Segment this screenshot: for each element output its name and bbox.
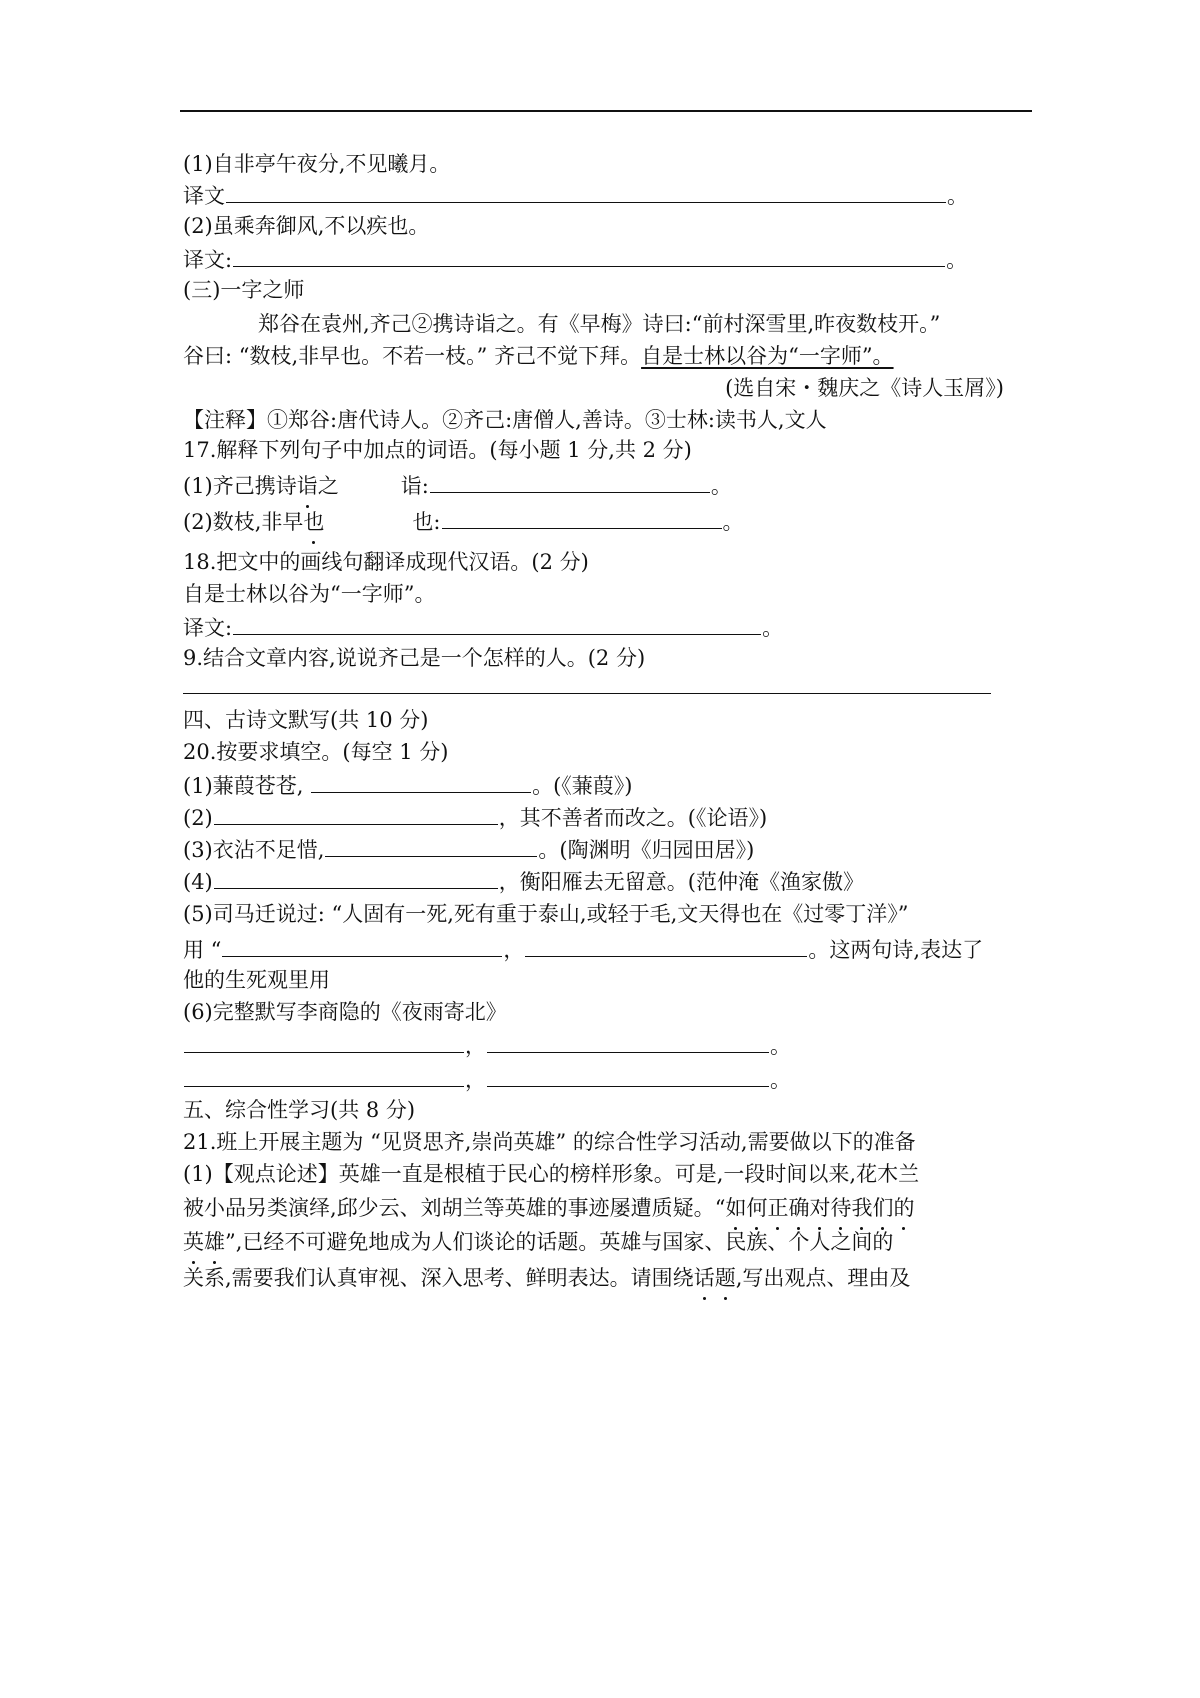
q21-para-line-4	[183, 1264, 910, 1292]
para-text: ,写出观点、理由及	[735, 1266, 911, 1290]
answer-blank[interactable]	[233, 612, 761, 635]
emphasis-char: 对	[809, 1196, 831, 1220]
poem-line-1	[183, 1030, 791, 1060]
q17-item-2	[183, 506, 744, 536]
item-text: ，其不善者而改之。(《论语》)	[498, 806, 768, 830]
annotation: 【注释】①郑谷:唐代诗人。②齐己:唐僧人,善诗。③士林:读书人,文人	[183, 408, 827, 432]
answer-line[interactable]	[183, 693, 991, 694]
answer-blank[interactable]	[214, 866, 498, 889]
section-five-title: 五、综合性学习(共 8 分)	[183, 1098, 416, 1122]
answer-blank[interactable]	[487, 1030, 769, 1053]
q20-item-1	[183, 770, 633, 800]
emphasis-char: “	[714, 1196, 726, 1220]
question-21: 21.班上开展主题为 “见贤思齐,崇尚英雄” 的综合性学习活动,需要做以下的准备	[183, 1130, 916, 1154]
dotted-word: 诣	[296, 474, 318, 498]
translation-label: 译文	[183, 184, 225, 208]
q2-translation-line	[183, 244, 967, 274]
translation-label: 译文:	[183, 248, 233, 272]
item-text: (2)数枝,非早	[183, 510, 304, 534]
q20-item-5-blanks	[183, 934, 983, 964]
passage-text: 谷曰: “数枝,非早也。不若一枝。” 齐己不觉下拜。	[183, 344, 642, 368]
end-mark: 。	[532, 774, 554, 798]
section-four-title: 四、古诗文默写(共 10 分)	[183, 708, 429, 732]
section-title-yizhizhishi: (三)一字之师	[183, 278, 305, 302]
answer-blank[interactable]	[233, 244, 945, 267]
q21-para-line-3	[183, 1228, 893, 1256]
poem-line-2	[183, 1064, 791, 1094]
dotted-word: 也	[303, 510, 325, 534]
item-text: 。这两句诗,表达了	[808, 938, 984, 962]
para-text: ”,已经不可避免地成为人们谈论的话题。英雄与国家、民族、个人之间的	[225, 1230, 894, 1254]
answer-blank[interactable]	[222, 934, 502, 957]
header-rule	[180, 110, 1032, 112]
q1-translation-line	[183, 180, 968, 210]
para-text: 被小品另类演绎,邱少云、刘胡兰等英雄的事迹屡遭质疑。	[183, 1196, 715, 1220]
answer-blank[interactable]	[214, 802, 498, 825]
item-text: ，衡阳雁去无留意。(范仲淹《渔家傲》	[498, 870, 864, 894]
emphasis-char: 题	[714, 1266, 736, 1290]
item-text: (1)齐己携诗	[183, 474, 297, 498]
item-text: (2)	[183, 806, 213, 830]
q20-item-2	[183, 802, 767, 832]
emphasis-char: 确	[788, 1196, 810, 1220]
q20-item-5: (5)司马迁说过: “人固有一死,死有重于泰山,或轻于毛,文天得也在《过零丁洋》”	[183, 902, 909, 926]
q20-item-5-cont: 他的生死观里用	[183, 968, 330, 992]
q18-sentence: 自是士林以谷为“一字师”。	[183, 582, 436, 606]
end-mark: 。	[947, 184, 968, 208]
q18-translation-line	[183, 612, 783, 642]
end-mark: 。	[946, 248, 968, 272]
question-20: 20.按要求填空。(每空 1 分)	[183, 740, 449, 764]
item-text: 之	[317, 474, 339, 498]
q20-item-4	[183, 866, 864, 896]
emphasis-char: 们	[872, 1196, 894, 1220]
answer-blank[interactable]	[487, 1064, 769, 1087]
word-label: 诣:	[400, 474, 429, 498]
item-text: 。	[770, 1034, 791, 1058]
answer-blank[interactable]	[442, 506, 722, 529]
item-text: 。(陶渊明《归园田居》)	[538, 838, 755, 862]
para-text: 关系,需要我们认真审视、深入思考、鲜明表达。请围绕	[183, 1266, 694, 1290]
answer-blank[interactable]	[430, 470, 710, 493]
dotted-phrase	[715, 1196, 915, 1220]
answer-blank[interactable]	[525, 934, 807, 957]
emphasis-char: 雄	[204, 1230, 225, 1254]
end-mark: 。	[710, 474, 732, 498]
passage-line-1: 郑谷在袁州,齐己②携诗诣之。有《早梅》诗曰:“前村深雪里,昨夜数枝开。”	[258, 312, 941, 336]
q1-sentence: (1)自非亭午夜分,不见曦月。	[183, 152, 451, 176]
emphasis-char: 何	[746, 1196, 768, 1220]
question-17: 17.解释下列句子中加点的词语。(每小题 1 分,共 2 分)	[183, 438, 692, 462]
item-text: 。	[770, 1068, 791, 1092]
q21-para-line-2	[183, 1194, 914, 1222]
item-text: (3)衣沾不足惜,	[183, 838, 325, 862]
end-mark: 。	[722, 510, 744, 534]
dotted-phrase	[183, 1230, 225, 1254]
item-text: (4)	[183, 870, 213, 894]
dotted-phrase	[694, 1266, 736, 1290]
q2-sentence: (2)虽乘奔御风,不以疾也。	[183, 214, 430, 238]
item-text: ，	[503, 938, 525, 962]
q17-item-1	[183, 470, 732, 500]
translation-label: 译文:	[183, 616, 233, 640]
emphasis-char: 待	[830, 1196, 852, 1220]
passage-line-2	[183, 342, 894, 370]
answer-blank[interactable]	[184, 1030, 464, 1053]
word-label: 也:	[412, 510, 441, 534]
item-text: 用 “	[183, 938, 222, 962]
q21-para-line-1: (1)【观点论述】英雄一直是根植于民心的榜样形象。可是,一段时间以来,花木兰	[183, 1162, 920, 1186]
emphasis-char: 如	[725, 1196, 747, 1220]
emphasis-char: 英	[183, 1230, 204, 1254]
item-text: ，	[465, 1068, 486, 1092]
item-text: (1)蒹葭苍苍,	[183, 774, 304, 798]
end-mark: 。	[762, 616, 784, 640]
source-citation: (选自宋・魏庆之《诗人玉屑》)	[725, 376, 1004, 400]
answer-blank[interactable]	[325, 834, 537, 857]
emphasis-char: 的	[893, 1196, 915, 1220]
answer-blank[interactable]	[311, 770, 531, 793]
emphasis-char: 我	[851, 1196, 873, 1220]
item-source: (《蒹葭》)	[553, 774, 633, 798]
answer-blank[interactable]	[226, 180, 946, 203]
emphasis-char: 话	[693, 1266, 715, 1290]
question-18: 18.把文中的画线句翻译成现代汉语。(2 分)	[183, 550, 589, 574]
underlined-sentence: 自是士林以谷为“一字师”。	[641, 344, 894, 368]
q20-item-3	[183, 834, 754, 864]
answer-blank[interactable]	[184, 1064, 464, 1087]
question-19: 9.结合文章内容,说说齐己是一个怎样的人。(2 分)	[183, 646, 646, 670]
q20-item-6: (6)完整默写李商隐的《夜雨寄北》	[183, 1000, 507, 1024]
emphasis-char: 正	[767, 1196, 789, 1220]
item-text: ，	[465, 1034, 486, 1058]
